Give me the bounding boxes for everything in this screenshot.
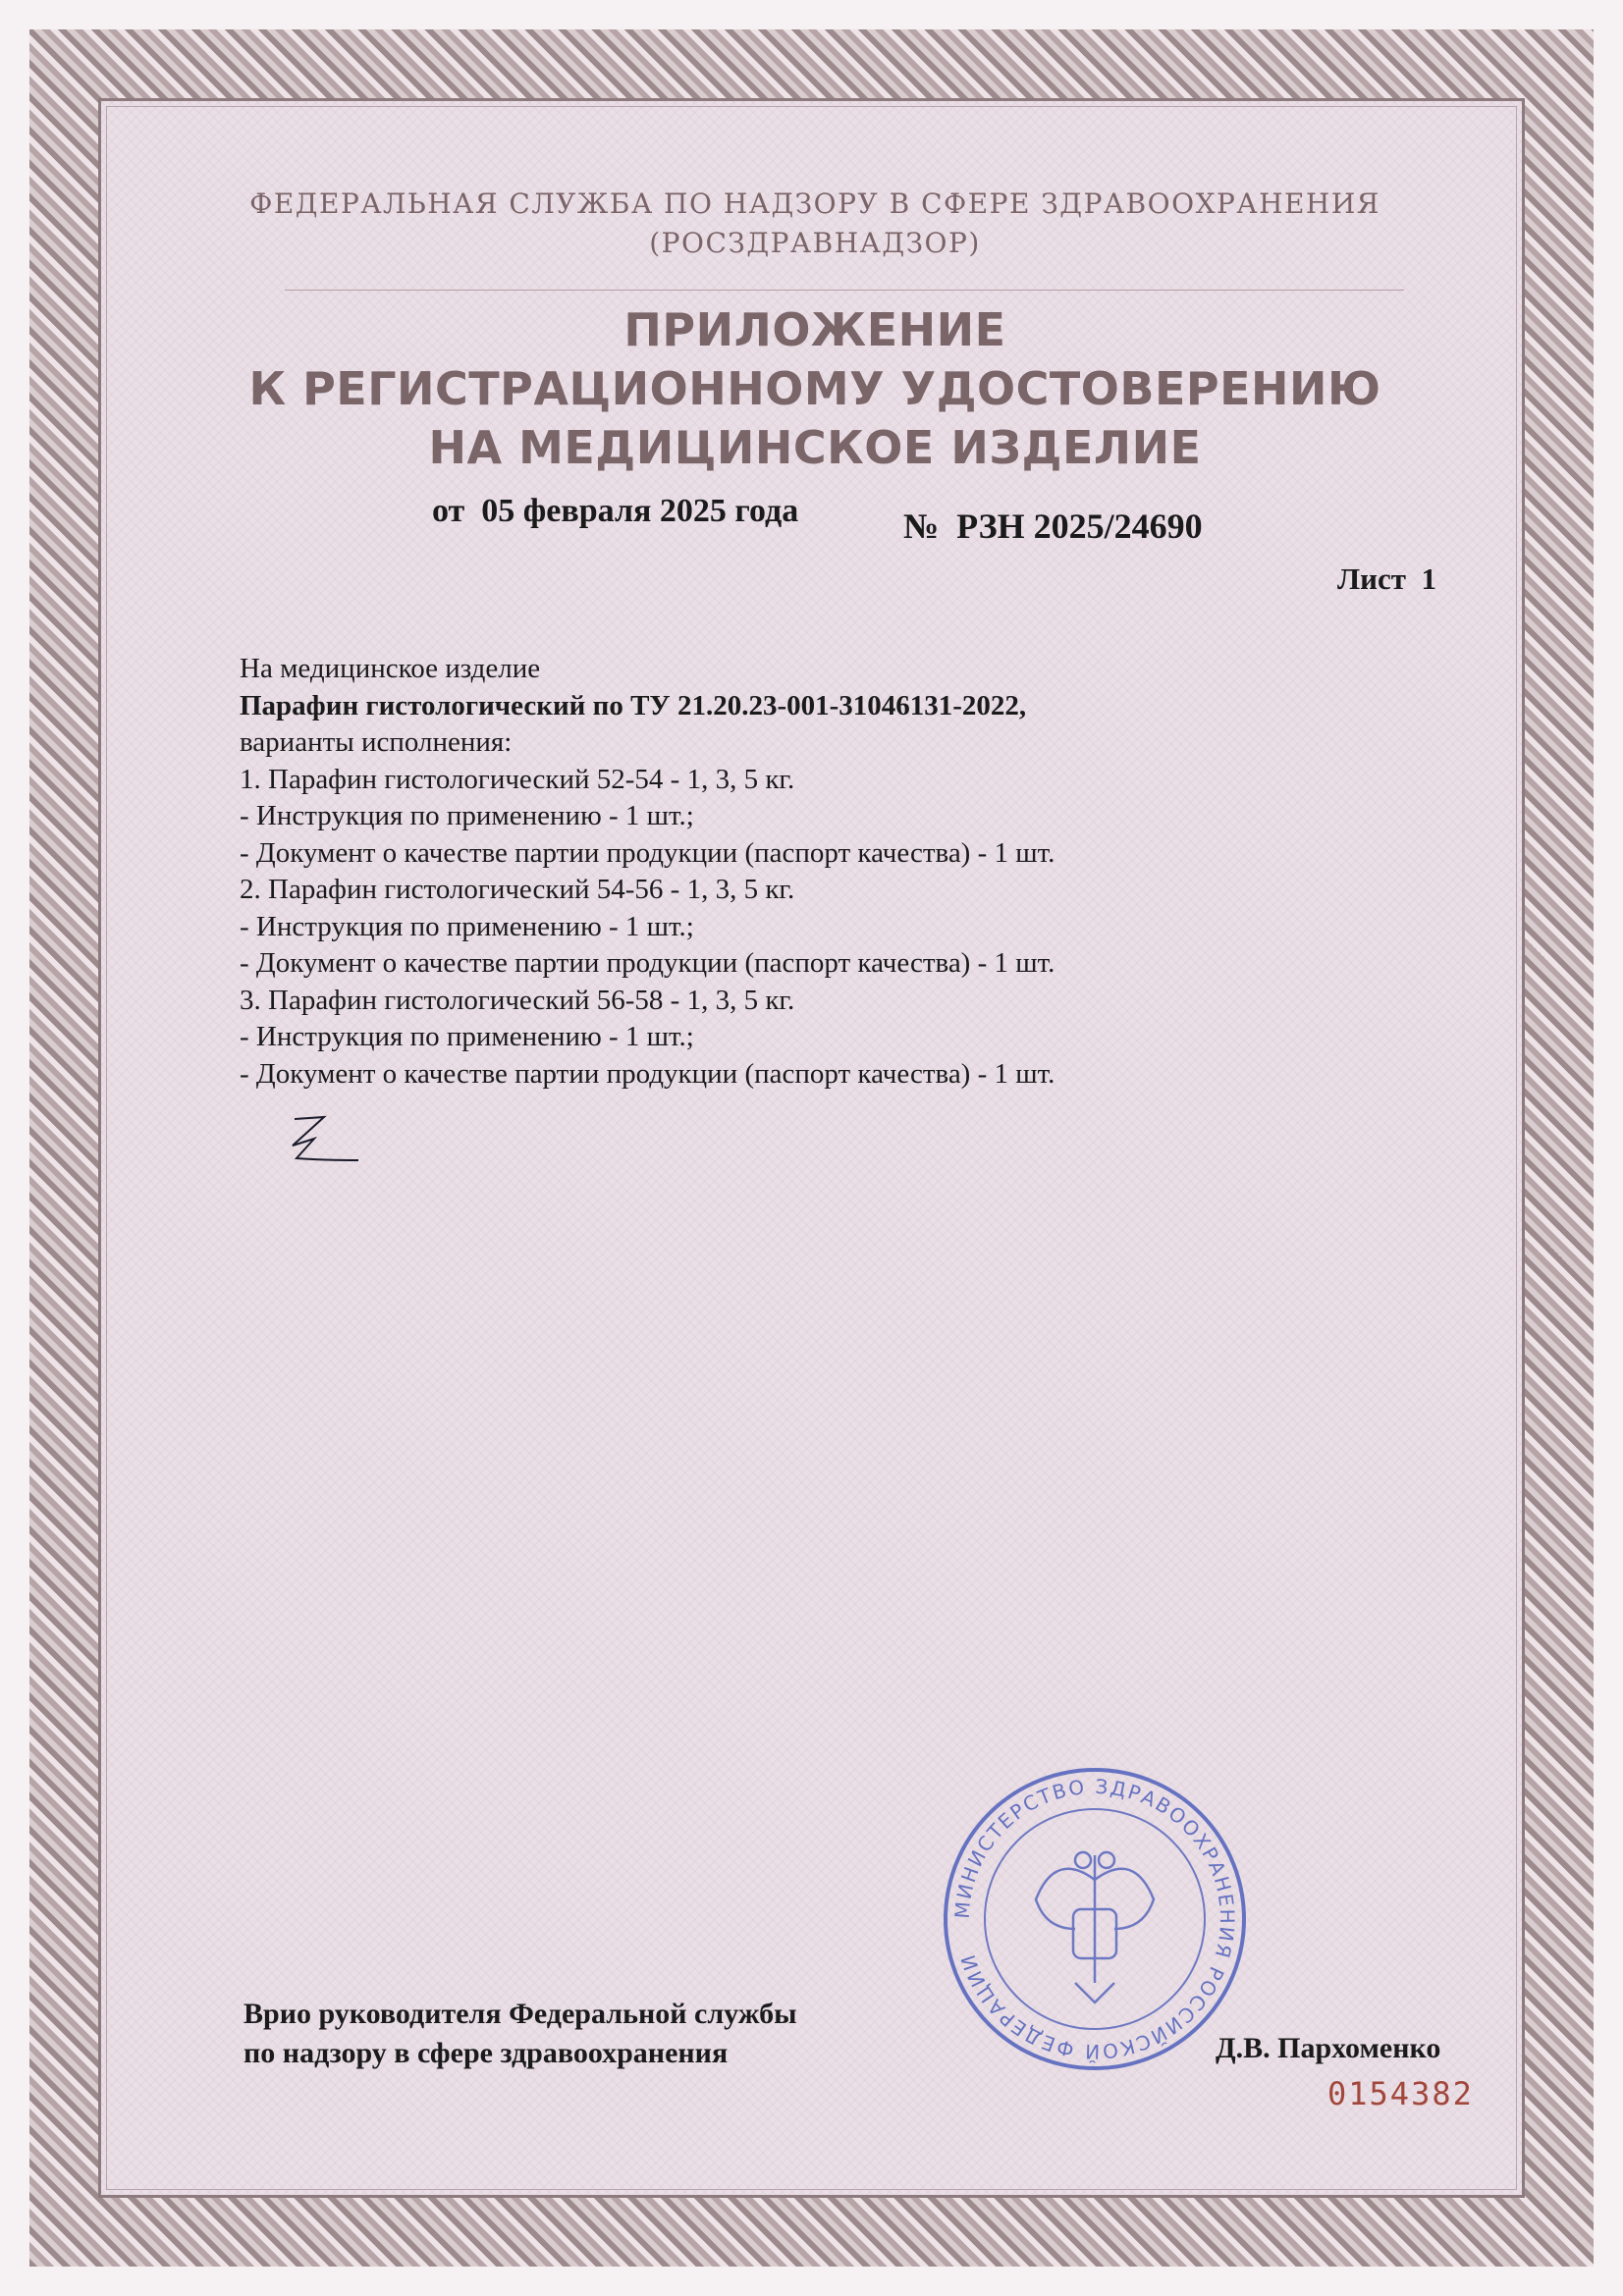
- header-divider: [285, 290, 1404, 291]
- registration-number: № РЗН 2025/24690: [903, 507, 1203, 546]
- variant-line: - Инструкция по применению - 1 шт.;: [240, 800, 694, 831]
- variant-line: 3. Парафин гистологический 56-58 - 1, 3, 5 кг.: [240, 984, 795, 1016]
- issue-date: от 05 февраля 2025 года: [432, 493, 799, 529]
- variant-line: 1. Парафин гистологический 52-54 - 1, 3, 5 кг.: [240, 763, 795, 795]
- variant-line: 2. Парафин гистологический 54-56 - 1, 3, 5 кг.: [240, 874, 795, 905]
- agency-header: [137, 185, 1492, 263]
- product-name: Парафин гистологический по ТУ 21.20.23-001-31046131-2022,: [240, 689, 1027, 721]
- svg-text:МИНИСТЕРСТВО ЗДРАВООХРАНЕНИЯ Р: МИНИСТЕРСТВО ЗДРАВООХРАНЕНИЯ РОССИЙСКОЙ ФЕДЕРАЦИИ: [949, 1774, 1240, 2064]
- variant-line: - Инструкция по применению - 1 шт.;: [240, 910, 694, 942]
- document-body: [240, 651, 1369, 1093]
- sheet-number: Лист 1: [1337, 561, 1436, 596]
- document-title: [137, 300, 1492, 477]
- title-line-1: ПРИЛОЖЕНИЕ: [623, 303, 1006, 356]
- variant-line: - Инструкция по применению - 1 шт.;: [240, 1021, 694, 1052]
- signatory-title-line-1: Врио руководителя Федеральной службы: [243, 1998, 797, 2030]
- signatory-name: Д.В. Пархоменко: [1216, 2032, 1441, 2064]
- variants-label: варианты исполнения:: [240, 726, 513, 758]
- agency-abbreviation: (РОСЗДРАВНАДЗОР): [649, 227, 981, 259]
- initials-signature: [285, 1111, 383, 1170]
- variant-line: - Документ о качестве партии продукции (паспорт качества) - 1 шт.: [240, 1057, 1055, 1090]
- signatory-title: [243, 1995, 797, 2073]
- serial-number: 0154382: [1327, 2075, 1474, 2112]
- signatory-title-line-2: по надзору в сфере здравоохранения: [243, 2037, 729, 2069]
- variant-line: - Документ о качестве партии продукции (паспорт качества) - 1 шт.: [240, 836, 1055, 869]
- title-line-2: К РЕГИСТРАЦИОННОМУ УДОСТОВЕРЕНИЮ: [248, 362, 1381, 415]
- agency-name: ФЕДЕРАЛЬНАЯ СЛУЖБА ПО НАДЗОРУ В СФЕРЕ ЗДРАВООХРАНЕНИЯ: [249, 187, 1380, 220]
- intro-text: На медицинское изделие: [240, 653, 541, 684]
- official-seal: [938, 1762, 1252, 2076]
- variant-line: - Документ о качестве партии продукции (паспорт качества) - 1 шт.: [240, 947, 1055, 979]
- title-line-3: НА МЕДИЦИНСКОЕ ИЗДЕЛИЕ: [428, 421, 1202, 474]
